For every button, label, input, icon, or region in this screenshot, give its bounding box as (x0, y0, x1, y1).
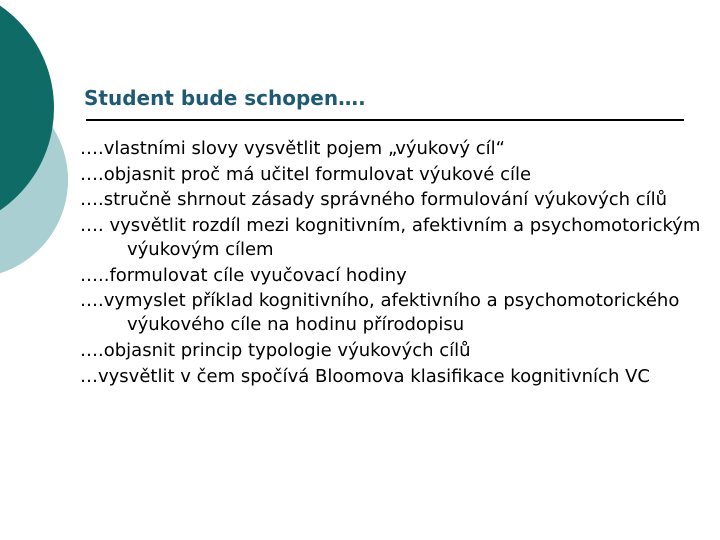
objective-item: ….objasnit princip typologie výukových cílů (80, 340, 471, 362)
objective-item: …. vysvětlit rozdíl mezi kognitivním, afektivním a psychomotorickým výukovým cílem (80, 215, 701, 261)
objective-item: ….vlastními slovy vysvětlit pojem „výukový cíl“ (80, 138, 505, 159)
objective-item: …vysvětlit v čem spočívá Bloomova klasifikace kognitivních VC (80, 365, 650, 387)
objective-item: ….stručně shrnout zásady správného formulování výukových cílů (80, 189, 668, 211)
objectives-list (80, 137, 710, 391)
objective-item: ….objasnit proč má učitel formulovat výukové cíle (80, 163, 532, 185)
slide-title: Student bude schopen…. (84, 86, 366, 110)
title-underline (86, 119, 684, 121)
objective-item: …..formulovat cíle vyučovací hodiny (80, 264, 407, 286)
objective-item: ….vymyslet příklad kognitivního, afektivního a psychomotorického výukového cíle na hodinu přírodopisu (80, 290, 680, 336)
